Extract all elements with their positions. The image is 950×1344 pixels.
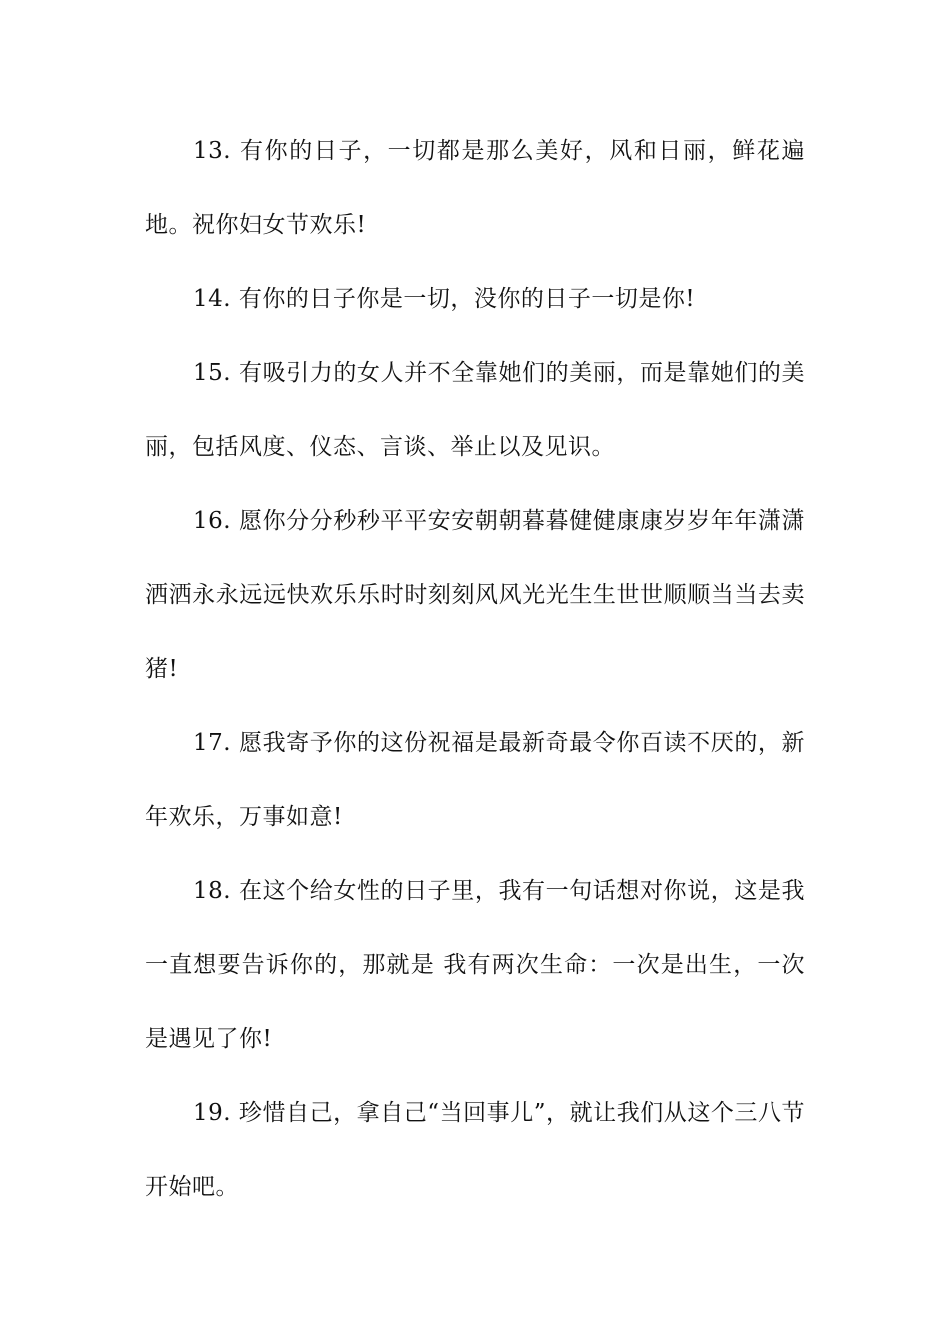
paragraph-17: 17. 愿我寄予你的这份祝福是最新奇最令你百读不厌的，新年欢乐，万事如意!	[145, 730, 805, 830]
paragraph-15: 15. 有吸引力的女人并不全靠她们的美丽，而是靠她们的美丽，包括风度、仪态、言谈、举止以及见识。	[145, 360, 805, 460]
paragraph-13: 13. 有你的日子，一切都是那么美好，风和日丽，鲜花遍地。祝你妇女节欢乐!	[145, 138, 805, 238]
document-body	[145, 114, 805, 1224]
paragraph-14: 14. 有你的日子你是一切，没你的日子一切是你!	[193, 286, 696, 312]
paragraph-18: 18. 在这个给女性的日子里，我有一句话想对你说，这是我一直想要告诉你的，那就是 我有两次生命：一次是出生，一次是遇见了你!	[145, 878, 805, 1052]
paragraph-19: 19. 珍惜自己，拿自己“当回事儿”，就让我们从这个三八节开始吧。	[145, 1100, 805, 1200]
paragraph-16: 16. 愿你分分秒秒平平安安朝朝暮暮健健康康岁岁年年潇潇洒洒永永远远快欢乐乐时时刻刻风风光光生生世世顺顺当当去卖猪!	[145, 508, 805, 682]
